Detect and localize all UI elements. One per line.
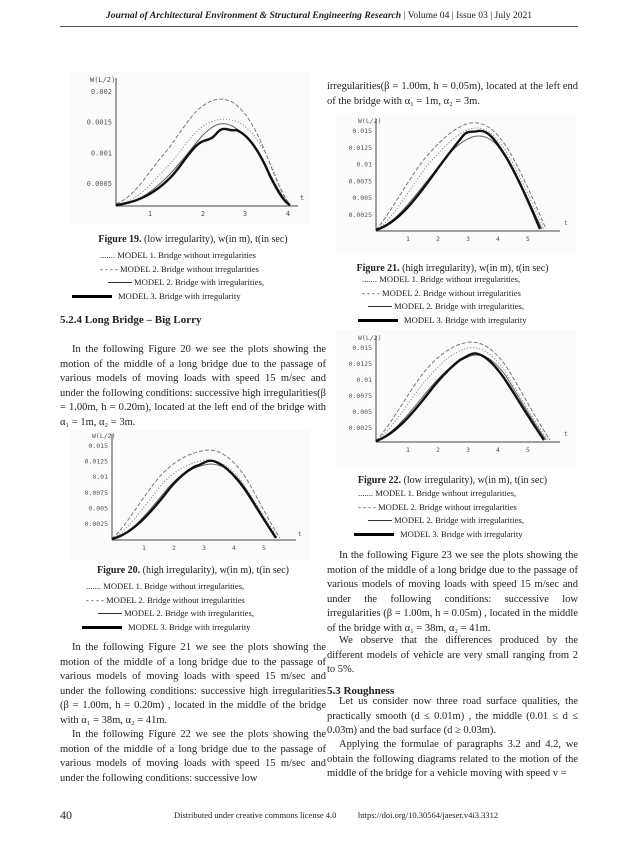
y-tick-label: 0.015: [352, 344, 372, 352]
figure-21-caption-text: (high irregularity), w(in m), t(in sec): [399, 263, 549, 274]
y-tick-label: 0.002: [90, 88, 112, 96]
figure-19-curves: [116, 99, 290, 205]
x-tick-label: 4: [232, 544, 236, 552]
legend-row-model2-solid: MODEL 2. Bridge with irregularities,: [362, 300, 527, 314]
legend-thick-line-swatch: [72, 295, 112, 298]
figure-19-xlabel: t: [300, 194, 305, 202]
x-tick-label: 3: [242, 210, 248, 218]
x-tick-label: 1: [406, 235, 410, 243]
figure-22-model2-dashed-curve: [376, 342, 550, 441]
section-heading-5-3: 5.3 Roughness: [327, 685, 395, 697]
x-tick-label: 4: [496, 446, 500, 454]
paragraph-roughness: Let us consider now three road surface qualities, the practically smooth (d ≤ 0.01m) , the middle (0.01 ≤ d ≤ 0.03m) and the bad surface (d ≥ 0.03m).: [327, 696, 578, 737]
y-tick-label: 0.001: [90, 149, 112, 158]
x-tick-label: 4: [285, 210, 291, 218]
legend-row-model1: ....... MODEL 1. Bridge without irregularities,: [358, 488, 517, 498]
figure-19-model3-thick-curve: [116, 129, 290, 205]
y-tick-label: 0.015: [352, 127, 372, 135]
figure-19-axes: [116, 78, 298, 206]
legend-row-model1: ....... MODEL 1. Bridge without irregularities,: [86, 581, 245, 591]
figure-21-model2-solid-curve: [376, 136, 542, 230]
figure-20-caption-text: (high irregularity), w(in m), t(in sec): [140, 565, 289, 576]
figure-22-xlabel: t: [564, 430, 568, 438]
legend-thin-line-swatch: [368, 520, 392, 521]
y-tick-label: 0.0025: [348, 211, 372, 219]
figure-20-xlabel: t: [298, 530, 302, 538]
figure-22-plot: [336, 330, 576, 465]
y-tick-label: 0.0025: [348, 424, 372, 432]
x-tick-label: 1: [406, 446, 410, 454]
figure-21-legend: [362, 273, 527, 327]
figure-20-label: Figure 20.: [97, 565, 141, 576]
running-header: [60, 10, 578, 21]
section-heading-5-2-4: 5.2.4 Long Bridge – Big Lorry: [60, 314, 202, 326]
legend-thin-line-swatch: [108, 282, 132, 283]
y-tick-label: 0.0075: [348, 392, 372, 400]
legend-row-model2-solid: MODEL 2. Bridge with irregularities,: [100, 276, 264, 290]
legend-thick-line-swatch: [82, 626, 122, 629]
legend-row-model3: MODEL 3. Bridge with irregularity: [354, 528, 524, 542]
y-tick-label: 0.0125: [84, 457, 108, 466]
paragraph-applying-formulae: Applying the formulae of paragraphs 3.2 and 4.2, we obtain the following diagrams related to the motion of the middle of the bridge for a vehicle moving with speed v =: [327, 739, 578, 780]
legend-row-model3: MODEL 3. Bridge with irregularity: [82, 621, 254, 635]
y-tick-label: 0.005: [352, 194, 372, 203]
figure-21-label: Figure 21.: [356, 263, 400, 274]
y-tick-label: 0.01: [356, 376, 372, 384]
figure-22-caption: [327, 475, 578, 486]
legend-row-model2-solid: MODEL 2. Bridge with irregularities,: [358, 514, 524, 528]
legend-row-model2-dashed: - - - - MODEL 2. Bridge without irregularities: [100, 263, 259, 274]
x-tick-label: 1: [142, 544, 146, 552]
figure-22-label: Figure 22.: [357, 475, 402, 486]
y-tick-label: 0.005: [352, 408, 372, 416]
figure-19-caption: [60, 234, 326, 245]
y-tick-label: 0.0075: [84, 488, 108, 497]
legend-thick-line-swatch: [354, 533, 394, 536]
y-tick-label: 0.005: [88, 504, 108, 513]
figure-20-ylabel: W(L/2): [92, 432, 116, 440]
y-tick-label: 0.0125: [348, 360, 372, 368]
paragraph-figure-22-intro: In the following Figure 22 we see the plots showing the motion of the middle of a long bridge due to the passage of various models of moving loads with speed 15 m/sec and under the following conditions: successive low: [60, 729, 326, 784]
figure-19-model2-dashed-curve: [116, 99, 290, 204]
paragraph-observation: We observe that the differences produced by the different models of vehicle are very small ranging from 2 to 5%.: [327, 635, 578, 676]
legend-row-model2-dashed: - - - - MODEL 2. Bridge without irregularities: [358, 501, 517, 512]
figure-22-legend: [358, 487, 524, 541]
x-tick-label: 2: [436, 235, 440, 243]
header-rule: [60, 26, 578, 27]
y-tick-label: 0.015: [88, 442, 108, 450]
legend-row-model1: ....... MODEL 1. Bridge without irregularities,: [362, 274, 521, 284]
figure-19-caption-text: (low irregularity), w(in m), t(in sec): [141, 234, 288, 245]
x-tick-label: 3: [202, 544, 206, 552]
paragraph-figure-21-intro: In the following Figure 21 we see the plots showing the motion of the middle of a long bridge due to the passage of various models of moving loads with speed 15 m/sec and under the following conditions: successive high irregularities (β = 1.00m, h = 0.20m) , located in the middle of the bridge with α₁ = 38m, α₂ = 41m.: [60, 642, 326, 726]
figure-21-ylabel: W(L/2): [358, 117, 382, 125]
legend-row-model3: MODEL 3. Bridge with irregularity: [72, 290, 264, 304]
figure-20-curves: [112, 450, 280, 539]
page-number: 40: [60, 808, 72, 822]
legend-row-model1: ....... MODEL 1. Bridge without irregularities: [100, 250, 257, 260]
figure-22-axes: [376, 336, 560, 442]
y-tick-label: 0.0015: [86, 118, 112, 127]
paragraph-column2-continuation: irregularities(β = 1.00m, h = 0.05m), located at the left end of the bridge with α₁ = 1m, α₂ = 3m.: [327, 81, 578, 107]
figure-22-ylabel: W(L/2): [358, 334, 382, 342]
figure-20-caption: [60, 565, 326, 576]
doi-link[interactable]: https://doi.org/10.30564/jaeser.v4i3.3312: [358, 810, 499, 820]
figure-19-label: Figure 19.: [98, 234, 142, 245]
legend-row-model2-solid: MODEL 2. Bridge with irregularities,: [86, 607, 254, 621]
figure-19-legend: [100, 249, 264, 303]
figure-20-plot: [70, 430, 310, 560]
y-tick-label: 0.0005: [86, 180, 112, 188]
legend-row-model3: MODEL 3. Bridge with irregularity: [358, 314, 527, 328]
x-tick-label: 2: [436, 446, 440, 454]
figure-21-plot: [336, 113, 576, 253]
figure-20-legend: [86, 580, 254, 634]
legend-thin-line-swatch: [98, 613, 122, 614]
figure-19-plot: [70, 72, 310, 224]
y-tick-label: 0.01: [92, 473, 108, 482]
paragraph-figure-23-intro: In the following Figure 23 we see the plots showing the motion of the middle of a long bridge due to the passage of various models of moving loads with speed 15 m/sec and under the following conditions: successive low irregularities (β = 1.00m, h = 0.05m) , located in the middle of the bridge with α₁ = 38m, α₂ = 41m.: [327, 550, 578, 634]
x-tick-label: 5: [526, 446, 530, 454]
figure-21-axes: [376, 119, 560, 231]
x-tick-label: 2: [172, 544, 176, 552]
figure-22-model2-solid-curve: [376, 355, 546, 441]
figure-21-curves: [376, 123, 546, 230]
issue-details: | Volume 04 | Issue 03 | July 2021: [401, 10, 533, 21]
paragraph-figure-20-intro: In the following Figure 20 we see the plots showing the motion of the middle of a long bridge due to the passage of various models of moving loads with speed 15 m/sec and under the following conditions: successive high irregularities(β = 1.00m, h = 0.20m), located at the left end of the bridge with α₁ = 1m, α₂ = 3m.: [60, 344, 326, 428]
x-tick-label: 2: [200, 210, 206, 218]
figure-21-xlabel: t: [564, 219, 568, 227]
license-note: Distributed under creative commons license 4.0: [174, 810, 337, 820]
y-tick-label: 0.0025: [84, 520, 108, 528]
x-tick-label: 3: [466, 235, 470, 243]
journal-title: Journal of Architectural Environment & Structural Engineering Research: [105, 10, 402, 21]
x-tick-label: 4: [496, 235, 500, 243]
x-tick-label: 5: [262, 544, 266, 552]
legend-thin-line-swatch: [368, 306, 392, 307]
x-tick-label: 1: [147, 210, 153, 218]
legend-row-model2-dashed: - - - - MODEL 2. Bridge without irregularities: [362, 287, 521, 298]
legend-row-model2-dashed: - - - - MODEL 2. Bridge without irregularities: [86, 594, 245, 605]
figure-19-ylabel: W(L/2): [90, 76, 116, 84]
x-tick-label: 5: [526, 235, 530, 243]
legend-thick-line-swatch: [358, 319, 398, 322]
y-tick-label: 0.0075: [348, 177, 372, 186]
figure-20-model3-thick-curve: [112, 461, 276, 539]
x-tick-label: 3: [466, 446, 470, 454]
y-tick-label: 0.01: [356, 160, 372, 169]
figure-22-curves: [376, 342, 550, 441]
y-tick-label: 0.0125: [348, 143, 372, 152]
figure-22-caption-text: (low irregularity), w(in m), t(in sec): [401, 475, 548, 486]
